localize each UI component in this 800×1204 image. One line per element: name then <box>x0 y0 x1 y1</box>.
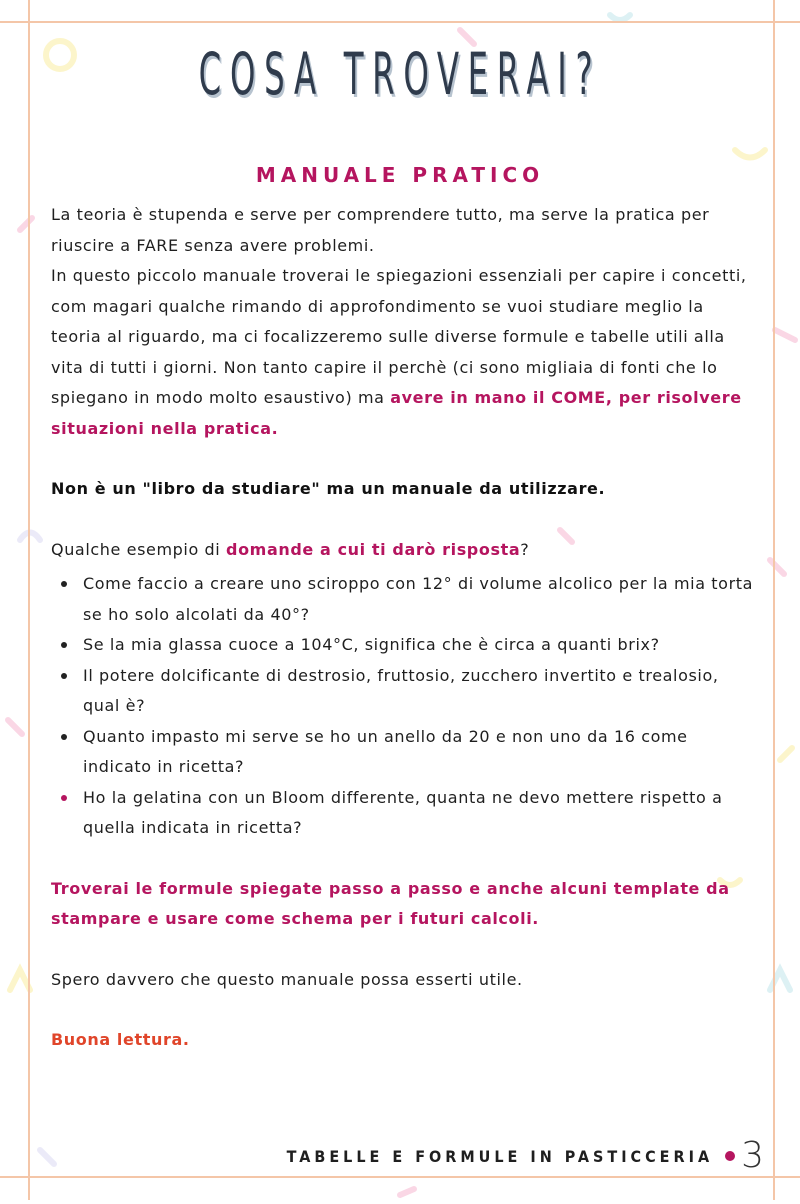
spacer <box>51 844 756 874</box>
questions-list <box>51 569 756 844</box>
footer-book-title: TABELLE E FORMULE IN PASTICCERIA <box>286 1146 714 1166</box>
page-number: 3 <box>741 1135 764 1176</box>
intro-paragraph-2 <box>51 261 756 444</box>
spacer <box>51 995 756 1025</box>
intro-paragraph-1: La teoria è stupenda e serve per comprendere tutto, ma serve la pratica per riuscire a FARE senza avere problemi. <box>51 205 710 255</box>
closing-text: Spero davvero che questo manuale possa esserti utile. <box>51 969 523 989</box>
questions-lead-end: ? <box>520 539 530 559</box>
list-item: Quanto impasto mi serve se ho un anello da 20 e non uno da 16 come indicato in ricetta? <box>51 722 756 783</box>
main-content <box>51 200 756 1056</box>
page-title: COSA TROVERAI? <box>198 40 602 108</box>
manual-statement: Non è un "libro da studiare" ma un manuale da utilizzare. <box>51 479 606 498</box>
list-item: Il potere dolcificante di destrosio, fruttosio, zucchero invertito e trealosio, qual è? <box>51 661 756 722</box>
questions-lead-text: Qualche esempio di <box>51 539 227 559</box>
sign-off: Buona lettura. <box>51 1030 190 1049</box>
spacer <box>51 505 756 535</box>
intro-paragraph-2-text: In questo piccolo manuale troverai le spiegazioni essenziali per capire i concetti, com magari qualche rimando di approfondimento se vuoi studiare meglio la teoria al riguardo, ma ci focalizzeremo sulle diverse formule e tabelle utili alla vita di tutti i giorni. Non tanto capire il perchè (ci sono migliaia di fonti che lo spiegano in modo molto esaustivo) ma <box>51 266 747 407</box>
frame-top-line <box>0 21 800 23</box>
spacer <box>51 935 756 965</box>
list-item: Come faccio a creare uno sciroppo con 12° di volume alcolico per la mia torta se ho solo alcolati da 40°? <box>51 569 756 630</box>
formulas-note: Troverai le formule spiegate passo a passo e anche alcuni template da stampare e usare come schema per i futuri calcoli. <box>51 878 730 928</box>
footer-dot-icon <box>725 1151 735 1161</box>
questions-lead <box>51 535 756 566</box>
spacer <box>51 444 756 474</box>
page-footer <box>286 1135 764 1176</box>
frame-bottom-line <box>0 1176 800 1178</box>
intro-paragraph-2-highlight: avere in mano il COME, per risolvere situazioni nella pratica. <box>51 388 742 438</box>
list-item: Ho la gelatina con un Bloom differente, quanta ne devo mettere rispetto a quella indicata in ricetta? <box>51 783 756 844</box>
questions-lead-highlight: domande a cui ti darò risposta <box>226 539 521 559</box>
list-item: Se la mia glassa cuoce a 104°C, significa che è circa a quanti brix? <box>51 630 756 661</box>
section-subtitle: MANUALE PRATICO <box>255 163 545 187</box>
